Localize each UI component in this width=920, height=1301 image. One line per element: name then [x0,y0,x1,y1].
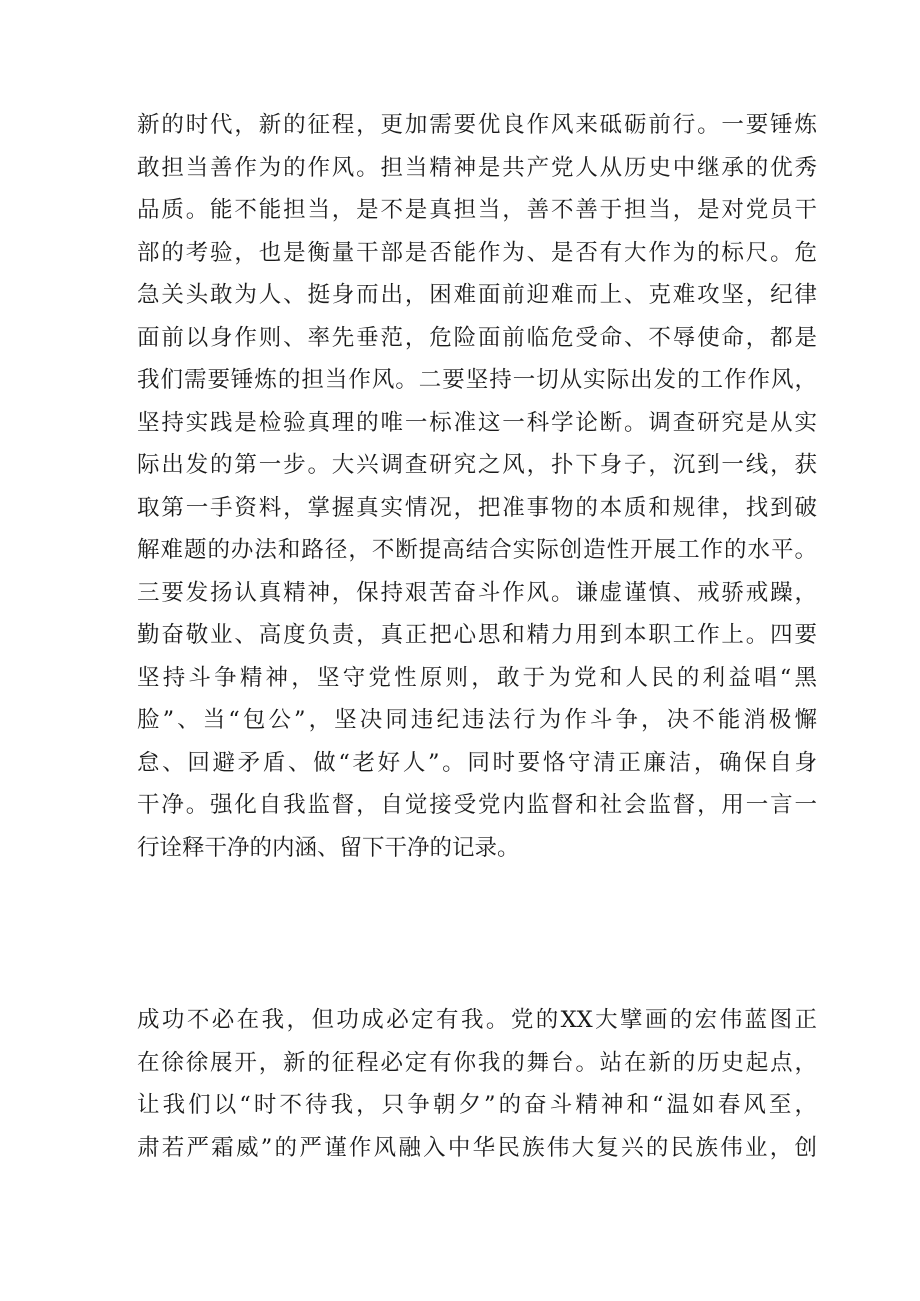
text-line: 勤奋敬业、高度负责，真正把心思和精力用到本职工作上。四要 [137,622,817,648]
text-line: 脸”、当“包公”，坚决同违纪违法行为作斗争，决不能消极懈 [137,707,817,733]
text-line: 坚持斗争精神，坚守党性原则，敢于为党和人民的利益唱“黑 [137,664,817,691]
text-line: 干净。强化自我监督，自觉接受党内监督和社会监督，用一言一 [137,792,817,818]
text-line: 行诠释干净的内涵、留下干净的记录。 [137,834,520,861]
text-line: 怠、回避矛盾、做“老好人”。同时要恪守清正廉洁，确保自身 [137,749,817,776]
text-line: 急关头敢为人、挺身而出，困难面前迎难而上、克难攻坚，纪律 [137,282,817,308]
paragraph-work-style [137,104,817,869]
text-line: 坚持实践是检验真理的唯一标准这一科学论断。调查研究是从实 [137,409,817,436]
text-line: 部的考验，也是衡量干部是否能作为、是否有大作为的标尺。危 [137,239,817,266]
text-line: 新的时代，新的征程，更加需要优良作风来砥砺前行。一要锤炼 [137,112,817,138]
text-line: 肃若严霜威”的严谨作风融入中华民族伟大复兴的民族伟业，创 [137,1134,817,1161]
text-line: 敢担当善作为的作风。担当精神是共产党人从历史中继承的优秀 [137,154,817,181]
paragraph-conclusion [137,999,817,1169]
text-line: 让我们以“时不待我，只争朝夕”的奋斗精神和“温如春风至， [137,1092,817,1118]
text-line: 成功不必在我，但功成必定有我。党的XX大擘画的宏伟蓝图正 [137,1007,817,1033]
text-line: 我们需要锤炼的担当作风。二要坚持一切从实际出发的工作作风， [137,367,817,393]
text-line: 际出发的第一步。大兴调查研究之风，扑下身子，沉到一线，获 [137,452,817,478]
text-line: 在徐徐展开，新的征程必定有你我的舞台。站在新的历史起点， [137,1049,817,1076]
text-line: 面前以身作则、率先垂范，危险面前临危受命、不辱使命，都是 [137,324,817,351]
text-line: 取第一手资料，掌握真实情况，把准事物的本质和规律，找到破 [137,494,817,521]
text-line: 解难题的办法和路径，不断提高结合实际创造性开展工作的水平。 [137,537,817,563]
text-line: 品质。能不能担当，是不是真担当，善不善于担当，是对党员干 [137,197,817,223]
text-line: 三要发扬认真精神，保持艰苦奋斗作风。谦虚谨慎、戒骄戒躁， [137,579,817,606]
